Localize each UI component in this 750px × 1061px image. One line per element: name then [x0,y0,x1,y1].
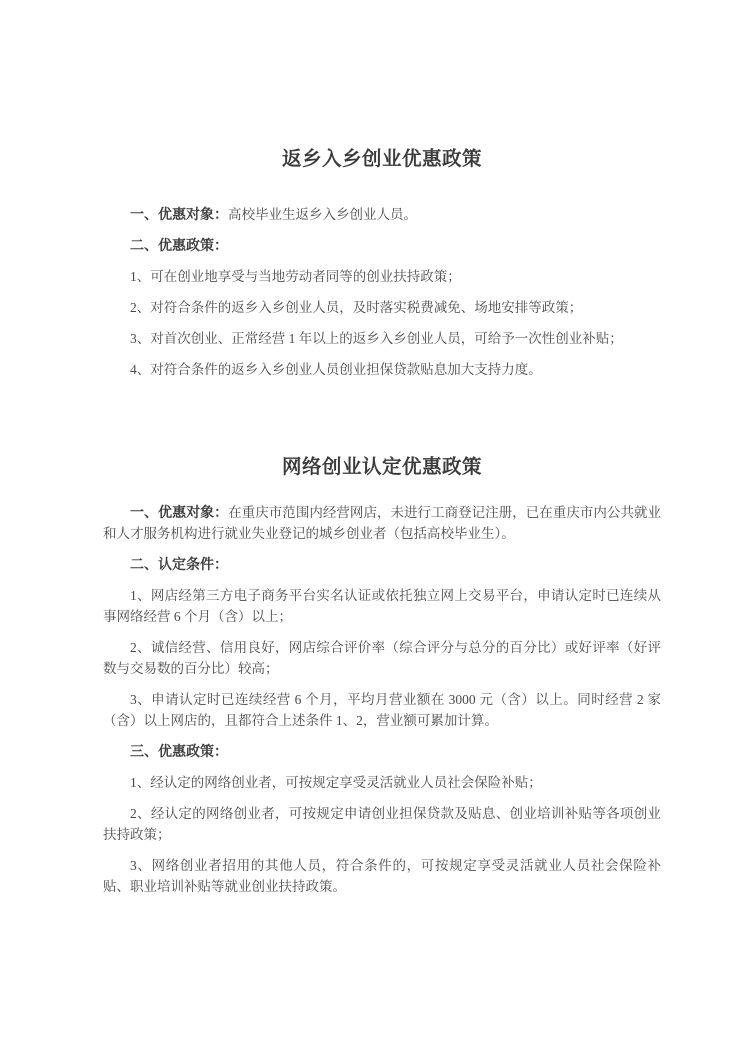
paragraph-text: 高校毕业生返乡入乡创业人员。 [228,207,417,222]
policy-paragraph [103,204,661,225]
section-return-home-policy [103,146,661,380]
paragraph-label: 一、优惠对象： [130,504,229,520]
policy-paragraph [103,741,661,762]
policy-paragraph [103,502,661,544]
policy-paragraph [103,772,661,793]
paragraph-label: 三、优惠政策： [130,743,228,759]
policy-paragraph [103,803,661,845]
paragraph-text: 3、网络创业者招用的其他人员，符合条件的，可按规定享受灵活就业人员社会保险补贴、职业培训补贴等就业创业扶持政策。 [103,858,661,894]
paragraph-text: 1、网店经第三方电子商务平台实名认证或依托独立网上交易平台，申请认定时已连续从事网络经营 6 个月（含）以上； [103,588,661,624]
section-title: 网络创业认定优惠政策 [281,456,482,478]
policy-paragraph [103,855,661,897]
paragraph-text: 4、对符合条件的返乡入乡创业人员创业担保贷款贴息加大支持力度。 [130,362,542,377]
policy-paragraph [103,554,661,575]
policy-paragraph [103,585,661,627]
paragraph-text: 2、对符合条件的返乡入乡创业人员，及时落实税费减免、场地安排等政策； [130,300,583,315]
policy-paragraph [103,359,661,380]
policy-paragraph [103,689,661,731]
policy-paragraph [103,266,661,287]
paragraph-text: 1、可在创业地享受与当地劳动者同等的创业扶持政策； [130,269,461,284]
paragraph-text: 2、诚信经营、信用良好，网店综合评价率（综合评分与总分的百分比）或好评率（好评数与交易数的百分比）较高； [103,640,661,676]
paragraph-label: 一、优惠对象： [130,206,228,222]
policy-paragraph [103,235,661,256]
paragraph-text: 3、对首次创业、正常经营 1 年以上的返乡入乡创业人员，可给予一次性创业补贴； [130,331,623,346]
policy-paragraph [103,637,661,679]
paragraph-label: 二、认定条件： [130,556,228,572]
section-online-business-policy [103,454,661,897]
paragraph-text: 3、申请认定时已连续经营 6 个月，平均月营业额在 3000 元（含）以上。同时经营 2 家（含）以上网店的，且都符合上述条件 1、2，营业额可累加计算。 [103,692,661,728]
paragraph-text: 在重庆市范围内经营网店，未进行工商登记注册，已在重庆市内公共就业和人才服务机构进行就业失业登记的城乡创业者（包括高校毕业生）。 [103,505,662,541]
policy-paragraph [103,328,661,349]
section-title: 返乡入乡创业优惠政策 [281,148,482,170]
paragraph-text: 1、经认定的网络创业者，可按规定享受灵活就业人员社会保险补贴； [130,775,542,790]
policy-paragraph [103,297,661,318]
paragraph-label: 二、优惠政策： [130,237,228,253]
paragraph-text: 2、经认定的网络创业者，可按规定申请创业担保贷款及贴息、创业培训补贴等各项创业扶持政策； [103,806,661,842]
